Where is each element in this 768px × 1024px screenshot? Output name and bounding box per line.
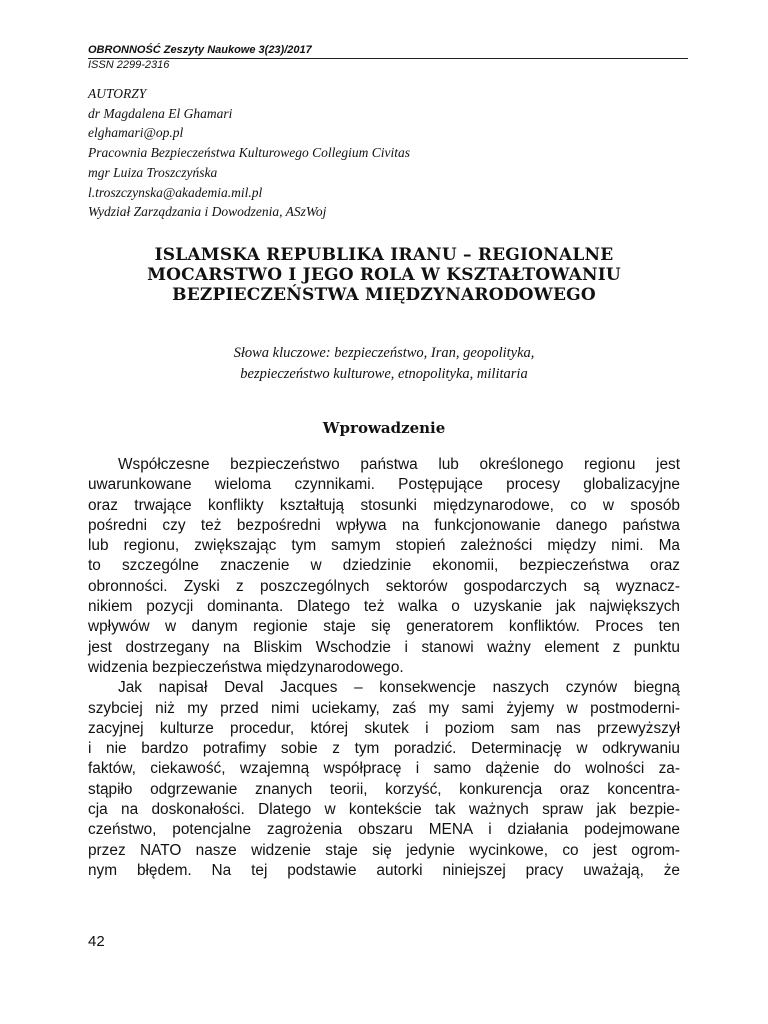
author-2-affiliation: Wydział Zarządzania i Dowodzenia, ASzWoj — [88, 204, 327, 220]
body-line: czeństwo, potencjalne zagrożenia obszaru MENA i działania podejmowane — [88, 821, 680, 839]
journal-header — [88, 44, 688, 72]
keywords-line: Słowa kluczowe: bezpieczeństwo, Iran, geopolityka, — [233, 345, 535, 361]
section-heading: Wprowadzenie — [322, 419, 446, 437]
title-line: BEZPIECZEŃSTWA MIĘDZYNARODOWEGO — [172, 285, 596, 305]
author-1-affiliation: Pracownia Bezpieczeństwa Kulturowego Collegium Civitas — [88, 145, 410, 161]
body-line: faktów, ciekawość, wzajemną współpracę i samo dążenie do wolności za- — [88, 760, 680, 778]
body-line: zacyjnej kulturze procedur, której skutek i poziom sam nas przewyższył — [88, 719, 680, 737]
author-1-name: dr Magdalena El Ghamari — [88, 105, 233, 121]
body-line: uwarunkowane wieloma czynnikami. Postępujące procesy globalizacyjne — [88, 476, 680, 494]
body-text — [88, 455, 680, 881]
body-line: wpływów w danym regionie staje się generatorem konfliktów. Proces ten — [88, 618, 680, 636]
issn: ISSN 2299-2316 — [88, 59, 170, 71]
authors-block — [88, 84, 688, 222]
body-line: lub regionu, zwiększając tym samym stopień zależności między nimi. Ma — [88, 537, 680, 555]
author-2-name: mgr Luiza Troszczyńska — [88, 164, 218, 180]
article-title — [88, 245, 680, 305]
body-line: i nie bardzo potrafimy sobie z tym poradzić. Determinację w odkrywaniu — [88, 740, 680, 758]
title-line: MOCARSTWO I JEGO ROLA W KSZTAŁTOWANIU — [147, 265, 621, 285]
body-line: to szczególne znaczenie w dziedzinie ekonomii, bezpieczeństwa oraz — [88, 557, 680, 575]
title-line: ISLAMSKA REPUBLIKA IRANU – REGIONALNE — [154, 245, 614, 265]
authors-label: AUTORZY — [88, 86, 147, 101]
keywords — [88, 343, 680, 385]
body-line: oraz trwające konflikty kształtują stosunki międzynarodowe, co w sposób — [88, 496, 680, 514]
body-line: jest dostrzegany na Bliskim Wschodzie i stanowi ważny element z punktu — [88, 638, 680, 656]
body-line: nym błędem. Na tej podstawie autorki niniejszej pracy uważają, że — [88, 861, 680, 879]
page-number: 42 — [88, 933, 105, 950]
author-1-email: elghamari@op.pl — [88, 125, 184, 141]
keywords-line: bezpieczeństwo kulturowe, etnopolityka, militaria — [240, 366, 528, 382]
body-line: obronności. Zyski z poszczególnych sektorów gospodarczych są wyznacz- — [88, 577, 680, 595]
body-line: widzenia bezpieczeństwa międzynarodowego. — [88, 658, 404, 676]
body-line: stąpiło odgrzewanie znanych teorii, korzyść, konkurencja oraz koncentra- — [88, 780, 680, 798]
body-line: Jak napisał Deval Jacques – konsekwencje naszych czynów biegną — [118, 679, 680, 697]
body-line: cja na doskonałości. Dlatego w kontekście tak ważnych spraw jak bezpie- — [88, 801, 680, 819]
body-line: Współczesne bezpieczeństwo państwa lub określonego regionu jest — [118, 456, 680, 473]
body-line: pośredni czy też bezpośredni wpływa na funkcjonowanie danego państwa — [88, 516, 680, 534]
body-line: przez NATO nasze widzenie staje się jedynie wycinkowe, co jest ogrom- — [88, 841, 680, 859]
journal-title: OBRONNOŚĆ Zeszyty Naukowe 3(23)/2017 — [88, 44, 312, 56]
body-line: nikiem pozycji dominanta. Dlatego też walka o uzyskanie jak największych — [88, 598, 680, 616]
author-2-email: l.troszczynska@akademia.mil.pl — [88, 184, 263, 200]
body-line: szybciej niż my przed nimi uciekamy, zaś my sami żyjemy w postmoderni- — [88, 699, 680, 717]
